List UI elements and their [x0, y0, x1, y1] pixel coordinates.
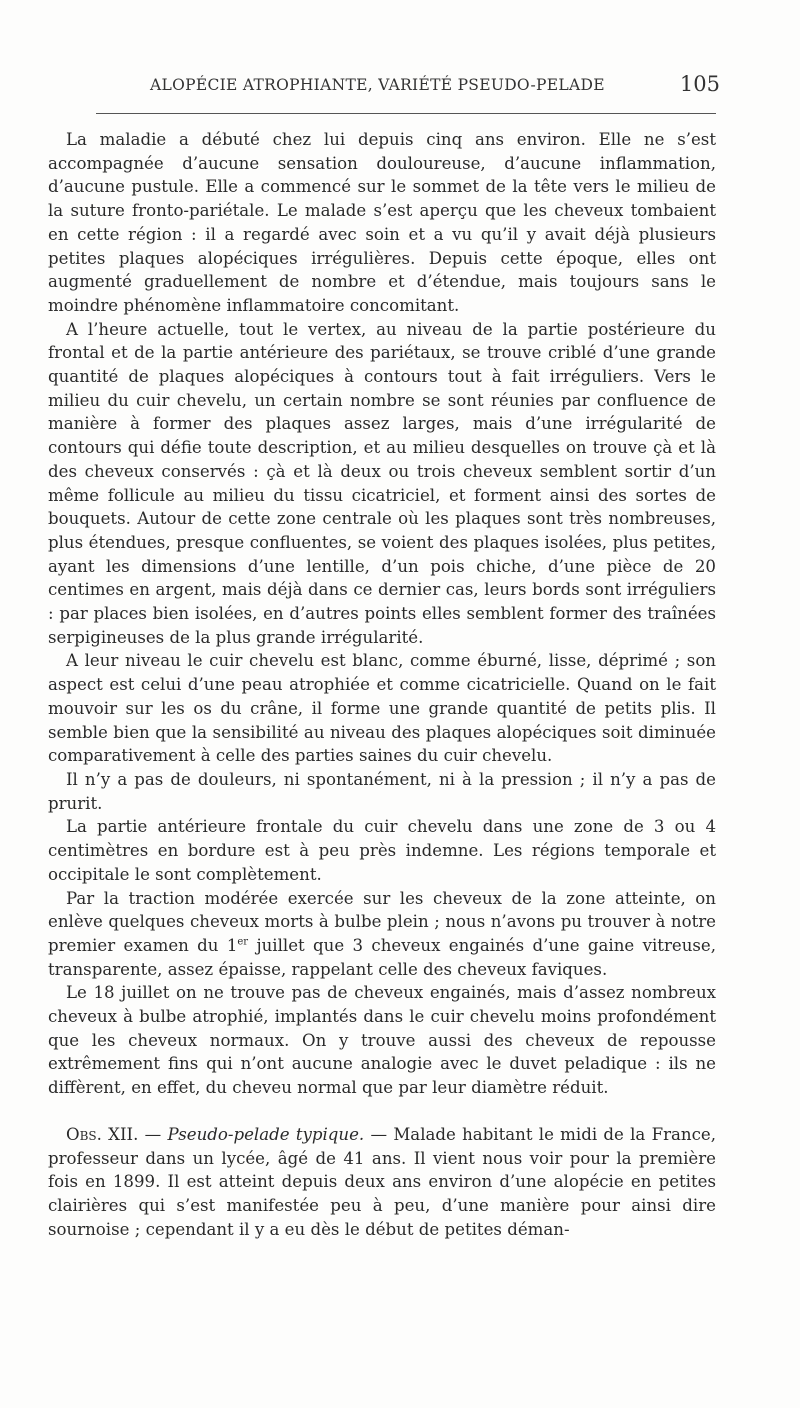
paragraph: Le 18 juillet on ne trouve pas de cheveux engainés, mais d’assez nombreux cheveux à bulbe atrophié, implantés dans le cuir chevelu moins profondément que les cheveux normaux. On y trouve aussi des cheveux de repousse extrêmement fins qui n’ont aucune analogie avec le duvet peladique : ils ne diffèrent, en effet, du cheveu normal que par leur diamètre réduit.: [48, 983, 716, 1098]
paragraph: Il n’y a pas de douleurs, ni spontanément, ni à la pression ; il n’y a pas de prurit.: [48, 769, 716, 813]
page-number: 105: [679, 72, 720, 96]
observation-label: Obs. XII.: [66, 1124, 139, 1144]
observation-dash: —: [138, 1124, 168, 1144]
header-rule: [96, 113, 716, 114]
paragraph-text: Par la traction modérée exercée sur les cheveux de la zone atteinte, on enlève quelques cheveux morts à bulbe plein ; nous n’avons pu trouver à notre premier examen du 1: [48, 888, 716, 955]
observation-text: — Malade habitant le midi de la France, professeur dans un lycée, âgé de 41 ans. Il vient nous voir pour la première fois en 1899. Il est atteint depuis deux ans environ d’une alopécie en petites clairières qui s’est manifestée peu à peu, d’une manière pour ainsi dire sournoise ; cependant il y a eu dès le début de petites déman-: [48, 1124, 716, 1239]
superscript: er: [237, 936, 249, 948]
paragraph-text: juillet que 3 cheveux engainés d’une gaine vitreuse, transparente, assez épaisse, rappelant celle des cheveux faviques.: [48, 935, 716, 979]
observation-title: Pseudo-pelade typique.: [167, 1124, 365, 1144]
body-text: [48, 128, 716, 1241]
paragraph: A leur niveau le cuir chevelu est blanc, comme éburné, lisse, déprimé ; son aspect est celui d’une peau atrophiée et comme cicatricielle. Quand on le fait mouvoir sur les os du crâne, il forme une grande quantité de petits plis. Il semble bien que la sensibilité au niveau des plaques alopéciques soit diminuée comparativement à celle des parties saines du cuir chevelu.: [48, 651, 716, 766]
paragraph: A l’heure actuelle, tout le vertex, au niveau de la partie postérieure du frontal et de la partie antérieure des pariétaux, se trouve criblé d’une grande quantité de plaques alopéciques à contours tout à fait irréguliers. Vers le milieu du cuir chevelu, un certain nombre se sont réunies par confluence de manière à former des plaques assez larges, mais d’une irrégularité de contours qui défie toute description, et au milieu desquelles on trouve çà et là des cheveux conservés : çà et là deux ou trois cheveux semblent sortir d’un même follicule au milieu du tissu cicatriciel, et forment ainsi des sortes de bouquets. Autour de cette zone centrale où les plaques sont très nombreuses, plus étendues, presque confluentes, se voient des plaques isolées, plus petites, ayant les dimensions d’une lentille, d’un pois chiche, d’une pièce de 20 centimes en argent, mais déjà dans ce dernier cas, leurs bords sont irréguliers : par places bien isolées, en d’autres points elles semblent former des traînées serpigineuses de la plus grande irrégularité.: [48, 319, 716, 647]
running-header: [150, 72, 720, 96]
paragraph: La partie antérieure frontale du cuir chevelu dans une zone de 3 ou 4 centimètres en bordure est à peu près indemne. Les régions temporale et occipitale le sont complètement.: [48, 817, 716, 884]
paragraph: La maladie a débuté chez lui depuis cinq ans environ. Elle ne s’est accompagnée d’aucune sensation douloureuse, d’aucune inflammation, d’aucune pustule. Elle a commencé sur le sommet de la tête vers le milieu de la suture fronto-pariétale. Le malade s’est aperçu que les cheveux tombaient en cette région : il a regardé avec soin et a vu qu’il y avait déjà plusieurs petites plaques alopéciques irrégulières. Depuis cette époque, elles ont augmenté graduellement de nombre et d’étendue, mais toujours sans le moindre phénomène inflammatoire concomitant.: [48, 130, 716, 315]
paragraph: [48, 887, 716, 982]
running-title: ALOPÉCIE ATROPHIANTE, VARIÉTÉ PSEUDO-PELADE: [150, 76, 605, 94]
observation-paragraph: [48, 1123, 716, 1242]
